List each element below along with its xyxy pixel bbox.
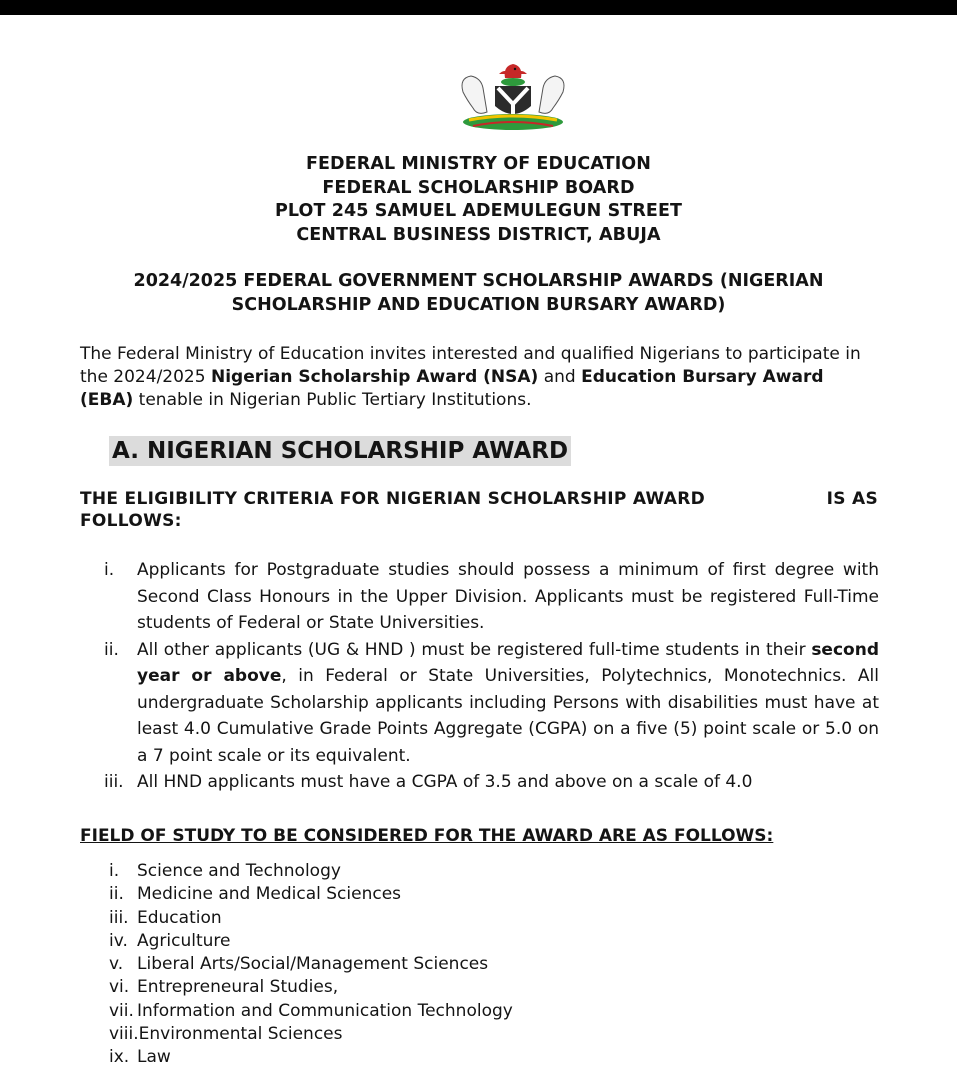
intro-paragraph bbox=[80, 343, 880, 412]
field-number: i. bbox=[109, 861, 120, 881]
field-label: Liberal Arts/Social/Management Sciences bbox=[137, 954, 489, 975]
field-of-study-list bbox=[109, 860, 709, 1070]
field-label: Environmental Sciences bbox=[138, 1024, 343, 1045]
criteria-text bbox=[137, 637, 879, 770]
field-item bbox=[109, 953, 709, 976]
criteria-item bbox=[104, 769, 879, 796]
top-bar bbox=[0, 0, 957, 15]
field-label: Information and Communication Technology bbox=[137, 1000, 513, 1021]
field-number: ii. bbox=[109, 884, 124, 905]
field-item bbox=[109, 883, 709, 906]
header-line: CENTRAL BUSINESS DISTRICT, ABUJA bbox=[296, 224, 661, 245]
coat-of-arms-logo bbox=[453, 60, 573, 132]
field-number: vi. bbox=[109, 977, 130, 998]
field-label: Law bbox=[137, 1047, 171, 1068]
eligibility-heading bbox=[80, 488, 878, 532]
criteria-text: All HND applicants must have a CGPA of 3.5 and above on a scale of 4.0 bbox=[137, 772, 753, 792]
field-number: ix. bbox=[109, 1047, 130, 1068]
eligibility-heading-line2: FOLLOWS: bbox=[80, 511, 182, 531]
field-item bbox=[109, 907, 709, 930]
criteria-number: iii. bbox=[104, 772, 124, 792]
ministry-header bbox=[0, 153, 957, 247]
eligibility-heading-left: THE ELIGIBILITY CRITERIA FOR NIGERIAN SCHOLARSHIP AWARD bbox=[80, 489, 706, 509]
field-number: vii. bbox=[109, 1000, 134, 1021]
intro-text: The Federal Ministry of Education invites interested and qualified Nigerians to participate in the 2024/2025 bbox=[80, 344, 861, 387]
field-label: Science and Technology bbox=[137, 861, 341, 881]
field-number: iii. bbox=[109, 907, 129, 928]
field-item bbox=[109, 1023, 709, 1046]
eligibility-criteria-list bbox=[104, 557, 879, 796]
criteria-item bbox=[104, 637, 879, 770]
eligibility-heading-right: IS AS bbox=[826, 489, 878, 509]
field-number: v. bbox=[109, 954, 124, 975]
header-line: PLOT 245 SAMUEL ADEMULEGUN STREET bbox=[274, 201, 683, 221]
title-line-2: SCHOLARSHIP AND EDUCATION BURSARY AWARD) bbox=[231, 295, 726, 315]
field-item bbox=[109, 930, 709, 953]
document-title bbox=[60, 269, 897, 317]
title-line-1: 2024/2025 FEDERAL GOVERNMENT SCHOLARSHIP AWARDS (NIGERIAN bbox=[133, 271, 824, 291]
criteria-number: i. bbox=[104, 560, 115, 580]
field-label: Entrepreneural Studies, bbox=[137, 977, 339, 998]
field-number: viii. bbox=[109, 1024, 139, 1045]
criteria-item bbox=[104, 557, 879, 637]
nsa-award-name: Nigerian Scholarship Award (NSA) bbox=[210, 367, 539, 387]
eba-award-name: Education Bursary Award (EBA) bbox=[80, 367, 824, 410]
section-a-heading: A. NIGERIAN SCHOLARSHIP AWARD bbox=[109, 436, 571, 466]
criteria-text-part: All other applicants (UG & HND ) must be registered full-time students in their bbox=[137, 639, 812, 660]
field-label: Agriculture bbox=[137, 930, 231, 951]
field-item bbox=[109, 1000, 709, 1023]
field-item bbox=[109, 860, 709, 883]
criteria-emphasis: second year or above bbox=[137, 639, 879, 686]
field-of-study-heading: FIELD OF STUDY TO BE CONSIDERED FOR THE AWARD ARE AS FOLLOWS: bbox=[80, 826, 774, 846]
criteria-text-part: , in Federal or State Universities, Polytechnics, Monotechnics. All undergraduate Scholarship applicants including Persons with disabilities must have at least 4.0 Cumulative Grade Points Aggregate (CGPA) on a five (5) point scale or 5.0 on a 7 point scale or its equivalent. bbox=[137, 666, 879, 766]
field-item bbox=[109, 1046, 709, 1069]
header-line: FEDERAL SCHOLARSHIP BOARD bbox=[322, 177, 635, 198]
field-label: Education bbox=[137, 907, 222, 928]
intro-text: tenable in Nigerian Public Tertiary Institutions. bbox=[133, 390, 532, 410]
field-item bbox=[109, 976, 709, 999]
criteria-number: ii. bbox=[104, 639, 119, 660]
intro-text: and bbox=[538, 367, 582, 387]
field-label: Medicine and Medical Sciences bbox=[137, 884, 402, 905]
header-line: FEDERAL MINISTRY OF EDUCATION bbox=[305, 154, 652, 174]
field-number: iv. bbox=[109, 930, 128, 951]
criteria-text: Applicants for Postgraduate studies should possess a minimum of first degree with Second Class Honours in the Upper Division. Applicants must be registered Full-Time students of Federal or State Universities. bbox=[137, 560, 879, 633]
